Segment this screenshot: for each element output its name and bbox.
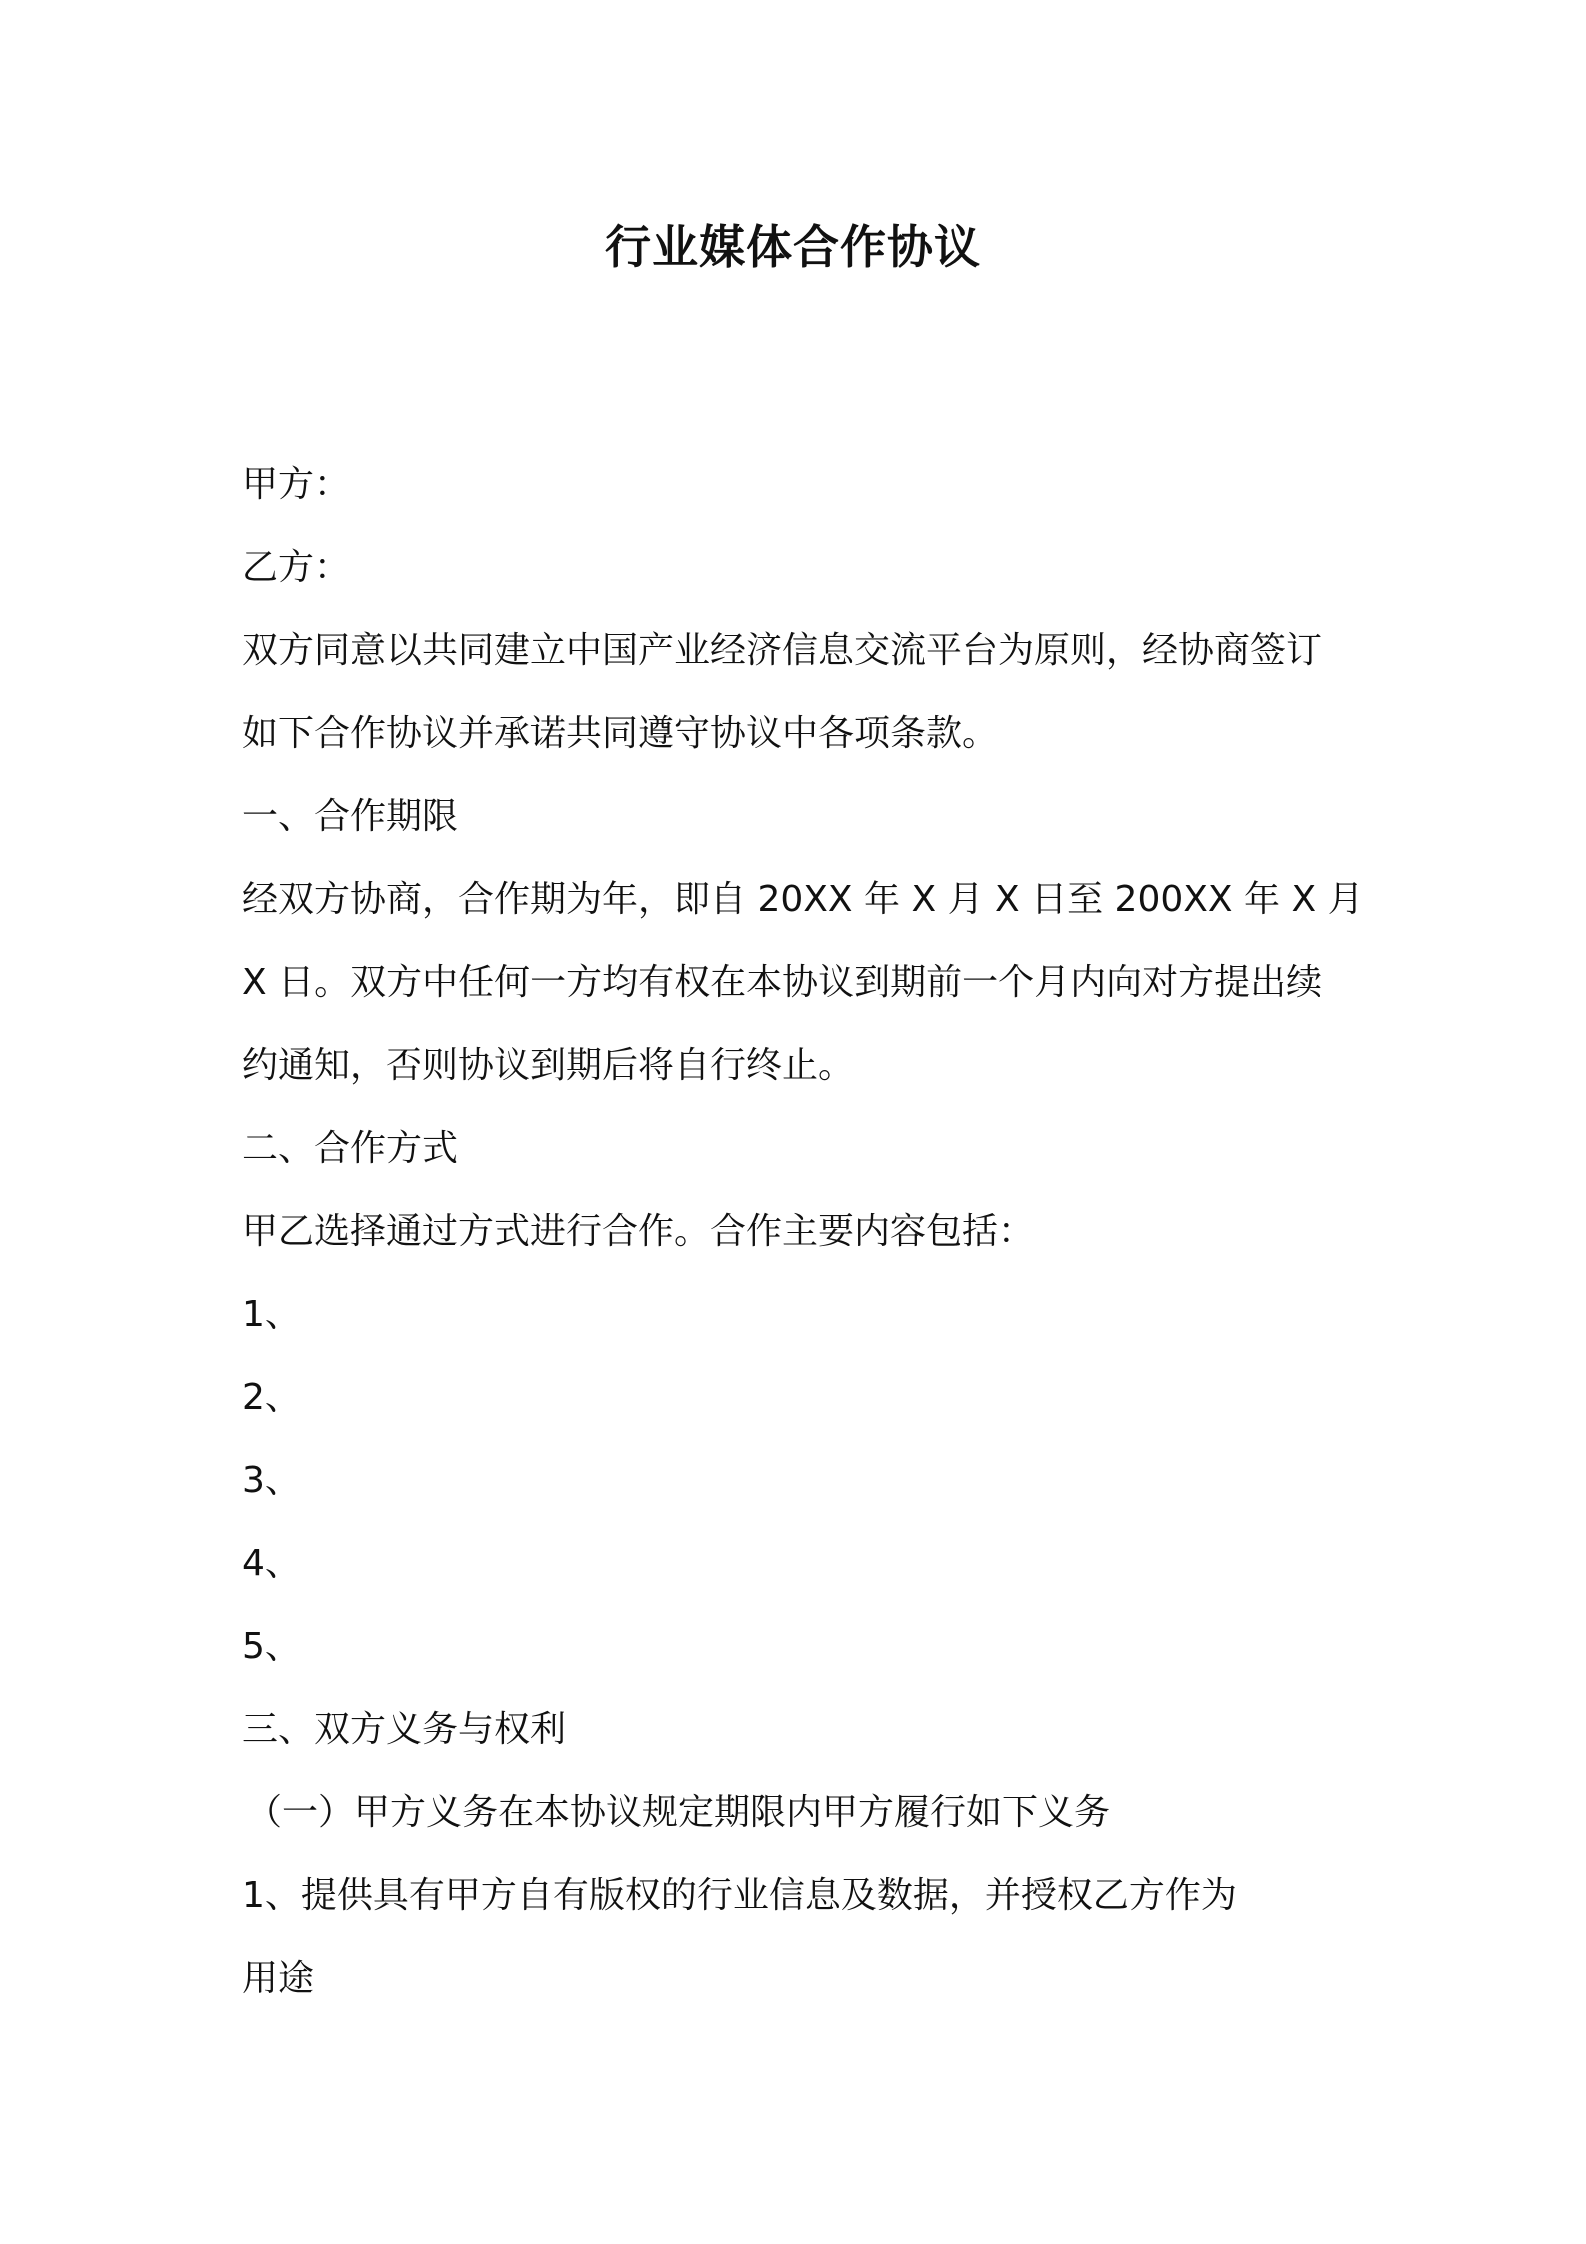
section-heading-obligations: 三、双方义务与权利 xyxy=(242,1709,567,1750)
term-line-1: 经双方协商，合作期为年，即自 20XX 年 X 月 X 日至 200XX 年 X 月 xyxy=(242,879,1364,920)
obligation-line-2: 用途 xyxy=(242,1958,315,1999)
term-line-3: 约通知，否则协议到期后将自行终止。 xyxy=(242,1045,855,1086)
list-item-3: 3、 xyxy=(242,1460,301,1501)
list-item-4: 4、 xyxy=(242,1543,301,1584)
party-b-line: 乙方： xyxy=(242,547,351,588)
obligation-line-1: 1、提供具有甲方自有版权的行业信息及数据，并授权乙方作为 xyxy=(242,1875,1237,1916)
method-line-1: 甲乙选择通过方式进行合作。合作主要内容包括： xyxy=(242,1211,1035,1252)
section-heading-term: 一、合作期限 xyxy=(242,796,459,837)
list-item-1: 1、 xyxy=(242,1294,301,1335)
subsection-heading-party-a-obligations: （一）甲方义务在本协议规定期限内甲方履行如下义务 xyxy=(246,1792,1111,1833)
document-title: 行业媒体合作协议 xyxy=(605,220,981,274)
preamble-line-1: 双方同意以共同建立中国产业经济信息交流平台为原则，经协商签订 xyxy=(242,630,1323,671)
section-heading-method: 二、合作方式 xyxy=(242,1128,459,1169)
preamble-line-2: 如下合作协议并承诺共同遵守协议中各项条款。 xyxy=(242,713,999,754)
list-item-5: 5、 xyxy=(242,1626,301,1667)
list-item-2: 2、 xyxy=(242,1377,301,1418)
document-body xyxy=(242,443,1362,2020)
party-a-line: 甲方： xyxy=(242,464,351,505)
term-line-2: X 日。双方中任何一方均有权在本协议到期前一个月内向对方提出续 xyxy=(242,962,1323,1003)
